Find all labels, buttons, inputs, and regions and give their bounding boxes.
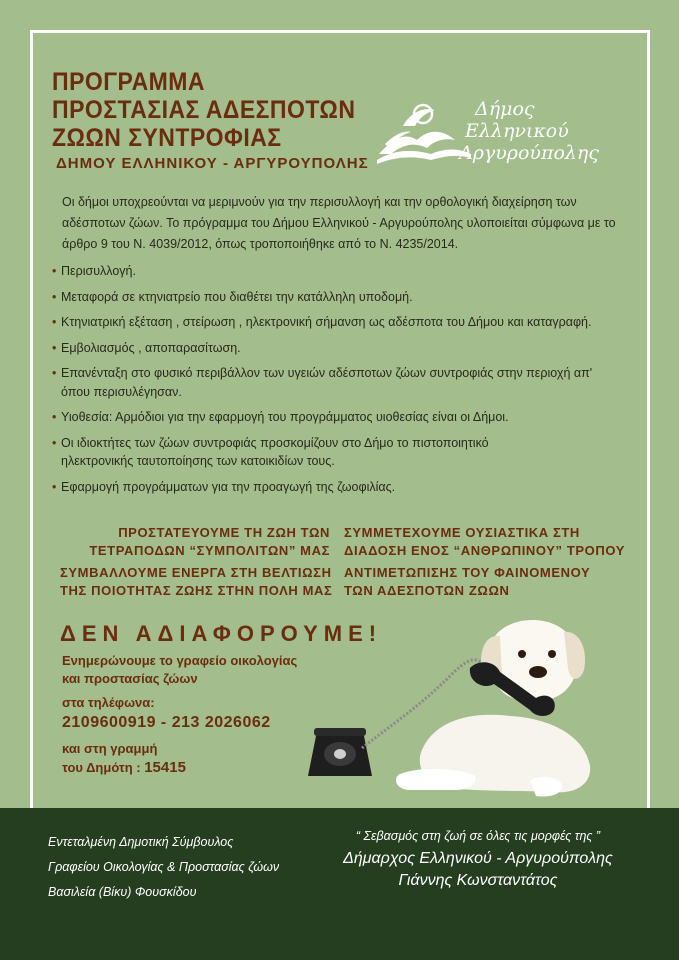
phones-label: στα τηλέφωνα: xyxy=(62,695,155,710)
logo-line: Δήμος xyxy=(475,98,535,120)
footer-line: Βασιλεία (Βίκυ) Φουσκίδου xyxy=(48,885,197,899)
dog-icon xyxy=(396,620,590,797)
footer xyxy=(0,808,679,960)
list-item: • Εμβολιασμός , αποπαρασίτωση. xyxy=(52,340,241,355)
citizen-line: του Δημότη : 15415 xyxy=(62,759,186,776)
list-item: • Περισυλλογή. xyxy=(52,264,136,278)
slogan-line: ΠΡΟΣΤΑΤΕΥΟΥΜΕ ΤΗ ΖΩΗ ΤΩΝ xyxy=(118,525,330,540)
contact-line: Ενημερώνουμε το γραφείο οικολογίας xyxy=(62,653,298,668)
measures-list xyxy=(52,262,642,503)
telephone-icon xyxy=(308,728,372,776)
logo-text xyxy=(459,98,599,164)
list-item: • Μεταφορά σε κτηνιατρείο που διαθέτει την κατάλληλη υποδομή. xyxy=(52,289,413,304)
headline: ΔΕΝ ΑΔΙΑΦΟΡΟΥΜΕ! xyxy=(60,621,383,646)
list-item: • Υιοθεσία: Αρμόδιοι για την εφαρμογή του προγράμματος υιοθεσίας είναι οι Δήμοι. xyxy=(52,410,509,424)
citizen-line-label: και στη γραμμή xyxy=(62,741,158,756)
footer-line: Γραφείου Οικολογίας & Προστασίας ζώων xyxy=(48,860,280,874)
phone-numbers: 2109600919 - 213 2026062 xyxy=(62,714,271,731)
contact-line: και προστασίας ζώων xyxy=(62,671,198,686)
slogan-line: ΣΥΜΜΕΤΕΧΟΥΜΕ ΟΥΣΙΑΣΤΙΚΑ ΣΤΗ xyxy=(344,525,580,540)
slogan-line: ΣΥΜΒΑΛΛΟΥΜΕ ΕΝΕΡΓΑ ΣΤΗ ΒΕΛΤΙΩΣΗ xyxy=(60,565,332,580)
slogan-line: ΤΕΤΡΑΠΟΔΩΝ “ΣΥΜΠΟΛΙΤΩΝ” ΜΑΣ xyxy=(89,543,330,558)
citizen-number: 15415 xyxy=(144,759,186,776)
footer-councillor xyxy=(48,830,279,905)
slogan-right xyxy=(344,524,644,600)
page-title xyxy=(52,68,356,152)
contact-info xyxy=(62,652,297,778)
list-item: • Εφαρμογή προγράμματων για την προαγωγή της ζωοφιλίας. xyxy=(52,479,396,494)
mayor-title: Δήμαρχος Ελληνικού - Αργυρούπολης xyxy=(343,850,613,867)
slogan-left xyxy=(60,524,333,600)
title-line: ΠΡΟΣΤΑΣΙΑΣ ΑΔΕΣΠΟΤΩΝ xyxy=(52,96,356,124)
footer-mayor xyxy=(318,826,638,892)
title-line: ΖΩΩΝ ΣΥΝΤΡΟΦΙΑΣ xyxy=(52,124,282,152)
list-item: • Οι ιδιοκτήτες των ζώων συντροφιάς προσκομίζουν στο Δήμο το πιστοποιητικό ηλεκτρονικής ταυτοποίησης των κατοικιδίων τους. xyxy=(52,435,489,468)
slogan-line: ΔΙΑΔΟΣΗ ΕΝΟΣ “ΑΝΘΡΩΠΙΝΟΥ” ΤΡΟΠΟΥ xyxy=(344,543,625,558)
dog-with-telephone-illustration xyxy=(300,606,600,806)
intro-paragraph: Οι δήμοι υποχρεούνται να μεριμνούν για την περισυλλογή και την ορθολογική διαχείρηση των αδέσποτων ζώων. Το πρόγραμμα του Δήμου Ελληνικού - Αργυρούπολης υλοποιείται σύμφωνα με το άρθρο 9 του Ν. 4039/2012, όπως τροποποιήθηκε από το Ν. 4235/2014. xyxy=(62,195,616,251)
footer-quote: “ Σεβασμός στη ζωή σε όλες τις μορφές της ” xyxy=(355,829,601,843)
list-item: • Επανένταξη στο φυσικό περιβάλλον των υγειών αδέσποτων ζώων συντροφιάς στην περιοχή απ' όπου περισυλέγησαν. xyxy=(52,366,593,399)
logo-line: Αργυρούπολης xyxy=(459,142,599,164)
list-item: • Κτηνιατρική εξέταση , στείρωση , ηλεκτρονική σήμανση ως αδέσποτα του Δήμου και καταγραφή. xyxy=(52,315,592,329)
logo-line: Ελληνικού xyxy=(465,120,569,142)
slogan-line: ΤΗΣ ΠΟΙΟΤΗΤΑΣ ΖΩΗΣ ΣΤΗΝ ΠΟΛΗ ΜΑΣ xyxy=(60,583,333,598)
slogan-line: ΑΝΤΙΜΕΤΩΠΙΣΗΣ ΤΟΥ ΦΑΙΝΟΜΕΝΟΥ xyxy=(344,565,591,580)
municipality-logo xyxy=(375,98,625,178)
page-subtitle: ΔΗΜΟΥ ΕΛΛΗΝΙΚΟΥ - ΑΡΓΥΡΟΥΠΟΛΗΣ xyxy=(56,155,369,172)
mayor-name: Γιάννης Κωνσταντάτος xyxy=(398,872,558,889)
title-line: ΠΡΟΓΡΑΜΜΑ xyxy=(52,68,205,96)
slogan-line: ΤΩΝ ΑΔΕΣΠΟΤΩΝ ΖΩΩΝ xyxy=(344,583,510,598)
footer-line: Εντεταλμένη Δημοτική Σύμβουλος xyxy=(48,835,234,849)
